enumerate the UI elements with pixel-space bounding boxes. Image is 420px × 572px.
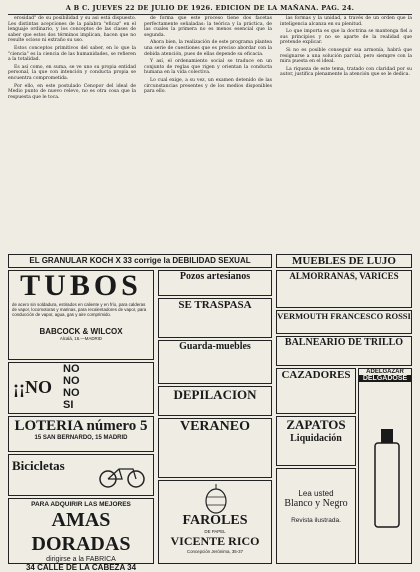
article-column-2 <box>144 16 272 251</box>
no-si-ad <box>8 362 154 414</box>
tubos-title: TUBOS <box>20 269 142 302</box>
depilacion-title: DEPILACION <box>173 387 257 402</box>
bicicletas-ad <box>8 454 154 496</box>
guarda-ad <box>158 340 272 384</box>
blanco-negro-ad <box>276 468 356 564</box>
balneario-ad <box>276 336 412 366</box>
paragraph: de forma que este proceso tiene dos facetas perfectamente señaladas: la teórica y la práctica, de las cuales la primera no es menos esencial que la segunda. <box>144 16 272 38</box>
lantern-icon <box>204 484 228 514</box>
vicente-address: Concepción Jerónima, 35-37 <box>186 549 244 555</box>
paragraph: Estos conceptos primitivos del saber, en lo que la "ciencia" es la ciencia de las humanidades, se refieren a la totalidad. <box>8 45 136 63</box>
no-item: NO <box>63 374 80 387</box>
bicycle-icon <box>97 465 147 489</box>
paragraph: Y así, el ordenamiento social se traduce en un conjunto de reglas que rigen y orientan la conducta humana en la vida colectiva. <box>144 59 272 76</box>
zapatos-ad <box>276 416 356 466</box>
balneario-title: BALNEARIO DE TRILLO <box>284 337 404 348</box>
lamas-address: 34 CALLE DE LA CABEZA 34 <box>25 563 137 572</box>
paragraph: Lo que importa es que la doctrina se mantenga fiel a sus principios y no se aparte de la realidad que pretende explicar. <box>280 29 412 46</box>
lamas-text: dirigirse a la FABRICA <box>46 556 116 563</box>
liquidacion-title: Liquidación <box>290 433 342 444</box>
blanco-negro-title: Blanco y Negro <box>284 498 348 509</box>
guarda-title: Guarda-muebles <box>179 341 251 352</box>
koch-title: EL GRANULAR KOCH X 33 corrige la DEBILIDAD SEXUAL <box>29 256 251 265</box>
si-item: SI <box>63 398 74 411</box>
paragraph: Por ello, en este postulado Cenopor del ideal de Medio punto de nuevo relevo, no es otra cosa que la respuesta que le toca. <box>8 83 136 100</box>
faroles-subtitle: DE PAPEL <box>204 529 226 534</box>
bottle-icon <box>372 429 402 529</box>
koch-ad <box>8 254 272 268</box>
paragraph: Si no es posible conseguir esa armonía, habrá que resignarse a una solución parcial, pero siempre con la mira puesta en el ideal. <box>280 47 412 65</box>
delgadose-ad <box>358 368 412 564</box>
pozos-ad <box>158 270 272 296</box>
lamas-intro: PARA ADQUIRIR LAS MEJORES <box>31 501 131 508</box>
zapatos-title: ZAPATOS <box>286 417 346 432</box>
vicente-title: VICENTE RICO <box>170 534 260 549</box>
paragraph: La riqueza de este tema, tratado con claridad por su autor, justifica plenamente la atención que se le dedica. <box>280 66 412 78</box>
cazadores-title: CAZADORES <box>281 369 351 381</box>
loteria-title: LOTERIA número 5 <box>14 418 148 434</box>
paragraph: erosidad" de su posibilidad y su asi está dispuesto. Les distintas acepciones de la palabra "eficaz" en el lenguaje ordinario, y los conceptos de las clases de saber que estos dos términos implican, hacen que no resulte ocioso ni extraño su uso. <box>8 16 136 44</box>
cazadores-ad <box>276 368 356 414</box>
blanco-negro-text: Revista ilustrada. <box>291 517 341 524</box>
loteria-ad <box>8 416 154 452</box>
paragraph: Es así como, en suma, se ve uno su propia entidad personal, la que con intención y conducta propia se encuentra comprometida. <box>8 64 136 81</box>
faroles-title: FAROLES <box>182 513 248 528</box>
blanco-negro-intro: Lea usted <box>298 489 334 498</box>
vermouth-title: VERMOUTH FRANCESCO ROSSI <box>277 311 411 321</box>
no-item: NO <box>63 386 80 399</box>
veraneo-ad <box>158 418 272 478</box>
no-big: ¡¡NO <box>13 377 52 397</box>
no-item: NO <box>63 362 80 375</box>
tubos-text: de acero sin soldadura, estirados en caliente y en frío, para calderas de vapor, locomotoras y marinas, para recalentadores de vapor, para conducción de vapor, agua, gas y aire comprimido. <box>12 302 147 318</box>
lamas-title: AMAS DORADAS <box>31 509 131 555</box>
traspasa-title: SE TRASPASA <box>178 299 252 311</box>
article-columns <box>8 16 412 251</box>
faroles-ad <box>158 480 272 564</box>
page-header: A B C. JUEVES 22 DE JULIO DE 1926. EDICION DE LA MAÑANA. PAG. 24. <box>8 4 412 15</box>
article-column-3 <box>280 16 412 251</box>
loteria-address: 15 SAN BERNARDO, 15 MADRID <box>34 435 128 441</box>
veraneo-title: VERANEO <box>179 419 250 434</box>
almorranas-ad <box>276 270 412 308</box>
traspasa-ad <box>158 298 272 338</box>
muebles-ad <box>276 254 412 268</box>
babcock-name: BABCOCK & WILCOX <box>39 326 123 336</box>
babcock-address: Alcalá, 16.—MADRID <box>59 335 103 341</box>
paragraph: Ahora bien, la realización de este programa plantea una serie de cuestiones que es preciso abordar con la debida atención, pues de ellas depende su eficacia. <box>144 40 272 57</box>
vermouth-ad <box>276 310 412 334</box>
newspaper-page <box>8 4 412 572</box>
pozos-title: Pozos artesianos <box>179 271 251 282</box>
muebles-title: MUEBLES DE LUJO <box>292 255 396 267</box>
lamas-ad <box>8 498 154 572</box>
delgadose-title: DELGADOSE <box>359 375 411 382</box>
paragraph: Lo cual exige, a su vez, un examen detenido de las circunstancias presentes y de los medios disponibles para ello. <box>144 77 272 95</box>
advertisements <box>8 254 412 572</box>
paragraph: las formas y la unidad, a través de un orden que la inteligencia alcanza en su plenitud. <box>280 16 412 27</box>
adelgazar-title: ADELGAZAR <box>366 369 404 375</box>
depilacion-ad <box>158 386 272 416</box>
almorranas-title: ALMORRANAS, VARICES <box>289 271 399 281</box>
bicicletas-title: Bicicletas <box>12 458 65 473</box>
tubos-ad <box>8 270 154 360</box>
article-column-1 <box>8 16 136 251</box>
no-si-list <box>61 363 82 411</box>
